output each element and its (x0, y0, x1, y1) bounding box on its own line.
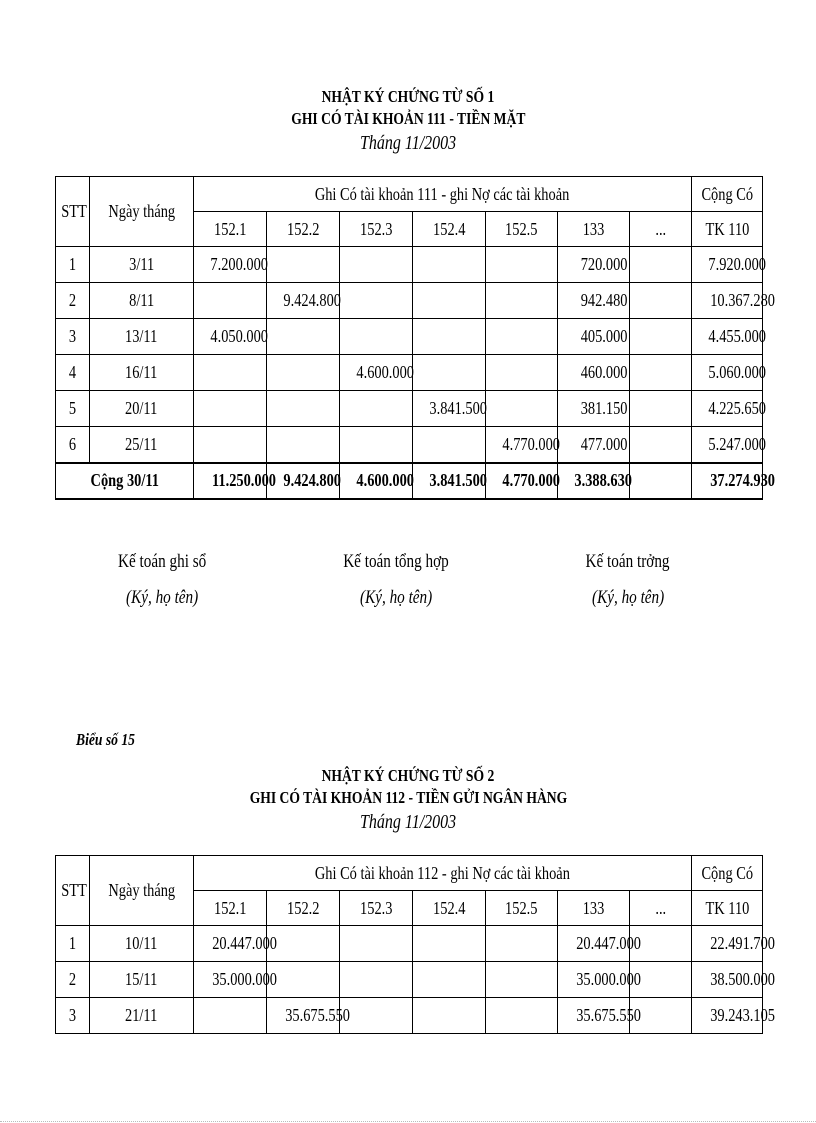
account-header: 152.2 (267, 891, 340, 926)
total-cell: 9.424.800 (267, 463, 340, 499)
amount-cell (413, 283, 486, 319)
row-number: 3 (56, 998, 90, 1034)
row-date: 21/11 (90, 998, 194, 1034)
amount-cell (486, 355, 558, 391)
signature-block (72, 550, 252, 610)
account-header: 152.2 (267, 212, 340, 247)
row-number: 3 (56, 319, 90, 355)
journal1-total (56, 463, 776, 499)
amount-cell: 5.060.000 (692, 355, 763, 391)
row-date: 10/11 (90, 926, 194, 962)
amount-cell (267, 319, 340, 355)
total-header-top: Cộng Có (692, 177, 763, 212)
table-row (56, 962, 763, 998)
amount-cell (486, 283, 558, 319)
amount-cell: 4.770.000 (486, 427, 558, 463)
journal1-subtitle: GHI CÓ TÀI KHOẢN 111 - TIỀN MẶT (290, 109, 526, 128)
journal2-period: Tháng 11/2003 (359, 811, 457, 833)
journal2-subtitle: GHI CÓ TÀI KHOẢN 112 - TIỀN GỬI NGÂN HÀNG (249, 788, 567, 807)
account-header: 152.1 (194, 212, 267, 247)
amount-cell: 35.000.000 (558, 962, 630, 998)
journal1-table (55, 176, 776, 500)
row-date: 25/11 (90, 427, 194, 463)
amount-cell: 4.600.000 (340, 355, 413, 391)
total-cell: 3.841.500 (413, 463, 486, 499)
amount-cell: 22.491.700 (692, 926, 763, 962)
signature-role: Kế toán trởng (585, 551, 671, 572)
total-header-top: Cộng Có (692, 856, 763, 891)
journal2-body (56, 926, 776, 1034)
amount-cell: 4.455.000 (692, 319, 763, 355)
journal2-table (55, 855, 776, 1034)
account-header: 152.4 (413, 891, 486, 926)
amount-cell (340, 926, 413, 962)
amount-cell: 7.200.000 (194, 247, 267, 283)
account-header: 152.1 (194, 891, 267, 926)
account-header: 152.5 (486, 891, 558, 926)
amount-cell (194, 283, 267, 319)
amount-cell: 405.000 (558, 319, 630, 355)
table-row (56, 427, 763, 463)
amount-cell (194, 427, 267, 463)
amount-cell (486, 247, 558, 283)
amount-cell (630, 427, 692, 463)
row-number: 6 (56, 427, 90, 463)
amount-cell (340, 962, 413, 998)
page-edge-divider (0, 1121, 816, 1122)
journal1-body (56, 247, 776, 463)
amount-cell: 35.675.550 (558, 998, 630, 1034)
row-number: 2 (56, 283, 90, 319)
signature-note: (Ký, họ tên) (125, 587, 199, 608)
signature-note: (Ký, họ tên) (591, 587, 665, 608)
journal1-header (0, 86, 816, 156)
total-label: Cộng 30/11 (56, 463, 194, 499)
amount-cell (340, 427, 413, 463)
account-header: ... (630, 891, 692, 926)
amount-cell (413, 319, 486, 355)
amount-cell (267, 247, 340, 283)
table-row (56, 355, 763, 391)
form-number: Biểu số 15 (76, 730, 135, 749)
row-date: 20/11 (90, 391, 194, 427)
journal1-period: Tháng 11/2003 (359, 132, 457, 154)
total-row (56, 463, 763, 499)
amount-cell: 38.500.000 (692, 962, 763, 998)
amount-cell: 942.480 (558, 283, 630, 319)
table-row (56, 926, 763, 962)
amount-cell (413, 427, 486, 463)
amount-cell (267, 427, 340, 463)
row-date: 8/11 (90, 283, 194, 319)
amount-cell: 720.000 (558, 247, 630, 283)
account-header: 133 (558, 891, 630, 926)
total-header-bottom: TK 110 (692, 891, 763, 926)
account-header: 152.4 (413, 212, 486, 247)
amount-cell (267, 355, 340, 391)
total-cell: 4.600.000 (340, 463, 413, 499)
amount-cell (194, 998, 267, 1034)
amount-cell (413, 998, 486, 1034)
total-cell: 37.274.930 (692, 463, 763, 499)
table-row (56, 283, 763, 319)
total-header-bottom: TK 110 (692, 212, 763, 247)
amount-cell: 381.150 (558, 391, 630, 427)
amount-cell: 39.243.105 (692, 998, 763, 1034)
signature-block (306, 550, 486, 610)
amount-cell (340, 998, 413, 1034)
amount-cell: 7.920.000 (692, 247, 763, 283)
amount-cell (630, 283, 692, 319)
row-date: 16/11 (90, 355, 194, 391)
total-cell: 4.770.000 (486, 463, 558, 499)
journal1-title: NHẬT KÝ CHỨNG TỪ SỐ 1 (321, 87, 495, 106)
signature-role: Kế toán tổng hợp (343, 551, 449, 572)
date-header: Ngày tháng (90, 177, 194, 247)
table-row (56, 247, 763, 283)
amount-cell: 5.247.000 (692, 427, 763, 463)
amount-cell (413, 962, 486, 998)
amount-cell (413, 355, 486, 391)
amount-cell (630, 247, 692, 283)
row-number: 4 (56, 355, 90, 391)
amount-cell (413, 926, 486, 962)
table-row (56, 998, 763, 1034)
amount-cell (340, 391, 413, 427)
row-date: 3/11 (90, 247, 194, 283)
account-header: 152.3 (340, 212, 413, 247)
amount-cell (267, 962, 340, 998)
amount-cell (413, 247, 486, 283)
signature-note: (Ký, họ tên) (359, 587, 433, 608)
amount-cell (267, 926, 340, 962)
journal2-title: NHẬT KÝ CHỨNG TỪ SỐ 2 (321, 766, 495, 785)
amount-cell: 35.675.550 (267, 998, 340, 1034)
amount-cell (486, 998, 558, 1034)
amount-cell (486, 962, 558, 998)
account-header: 152.3 (340, 891, 413, 926)
amount-cell (630, 319, 692, 355)
amount-cell (194, 355, 267, 391)
amount-cell (340, 283, 413, 319)
amount-cell: 20.447.000 (558, 926, 630, 962)
amount-cell: 460.000 (558, 355, 630, 391)
signature-block (538, 550, 718, 610)
date-header: Ngày tháng (90, 856, 194, 926)
journal2-header (0, 765, 816, 835)
stt-header: STT (56, 856, 90, 926)
row-number: 1 (56, 926, 90, 962)
table-row (56, 319, 763, 355)
signature-role: Kế toán ghi sổ (117, 551, 207, 572)
amount-cell: 3.841.500 (413, 391, 486, 427)
amount-cell (486, 319, 558, 355)
amount-cell (486, 391, 558, 427)
amount-cell: 35.000.000 (194, 962, 267, 998)
total-cell: 3.388.630 (558, 463, 630, 499)
row-date: 13/11 (90, 319, 194, 355)
amount-cell: 4.050.000 (194, 319, 267, 355)
amount-cell (630, 391, 692, 427)
total-cell: 11.250.000 (194, 463, 267, 499)
amount-cell: 20.447.000 (194, 926, 267, 962)
journal2-head (56, 856, 763, 926)
account-header: 152.5 (486, 212, 558, 247)
amount-cell (194, 391, 267, 427)
amount-cell (340, 247, 413, 283)
group-header: Ghi Có tài khoản 111 - ghi Nợ các tài khoản (194, 177, 692, 212)
amount-cell (267, 391, 340, 427)
amount-cell (486, 926, 558, 962)
table-row (56, 391, 763, 427)
amount-cell (630, 355, 692, 391)
amount-cell: 477.000 (558, 427, 630, 463)
row-number: 1 (56, 247, 90, 283)
amount-cell: 10.367.280 (692, 283, 763, 319)
amount-cell (340, 319, 413, 355)
group-header: Ghi Có tài khoản 112 - ghi Nợ các tài khoản (194, 856, 692, 891)
journal1-head (56, 177, 763, 247)
total-cell (630, 463, 692, 499)
account-header: 133 (558, 212, 630, 247)
row-number: 5 (56, 391, 90, 427)
amount-cell: 9.424.800 (267, 283, 340, 319)
stt-header: STT (56, 177, 90, 247)
amount-cell: 4.225.650 (692, 391, 763, 427)
row-number: 2 (56, 962, 90, 998)
account-header: ... (630, 212, 692, 247)
row-date: 15/11 (90, 962, 194, 998)
